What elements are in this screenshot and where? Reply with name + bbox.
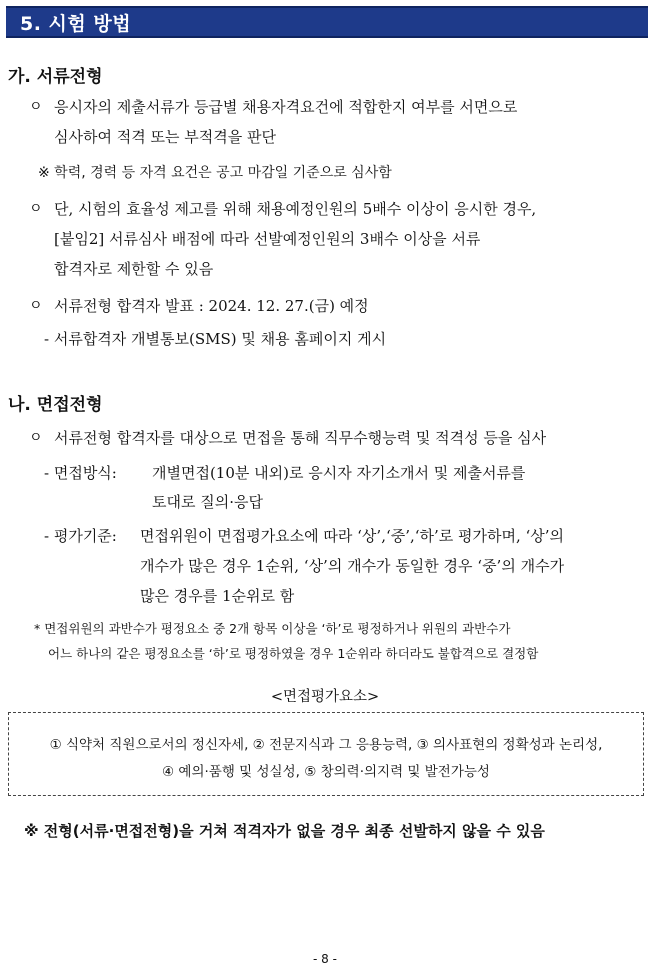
- text-line: 합격자로 제한할 수 있음: [54, 260, 214, 278]
- page-number: - 8 -: [313, 952, 337, 966]
- text-line: 면접위원이 면접평가요소에 따라 ‘상’,‘중’,‘하’로 평가하며, ‘상’의: [140, 527, 565, 545]
- method-label: - 면접방식:: [44, 464, 117, 482]
- text-line: 서류전형 합격자 발표 : 2024. 12. 27.(금) 예정: [54, 297, 369, 315]
- sub-item-line: - 서류합격자 개별통보(SMS) 및 채용 홈페이지 게시: [44, 330, 387, 348]
- text-line: 단, 시험의 효율성 제고를 위해 채용예정인원의 5배수 이상이 응시한 경우,: [54, 200, 537, 218]
- heading-document-screening: 가. 서류전형: [8, 67, 103, 87]
- note-line: ※ 학력, 경력 등 자격 요건은 공고 마감일 기준으로 심사함: [38, 165, 392, 181]
- section-title-bar: [6, 6, 648, 38]
- footnote-line: * 면접위원의 과반수가 평정요소 중 2개 항목 이상을 ‘하’로 평정하거나 위원의 과반수가: [34, 621, 511, 636]
- text-line: 심사하여 적격 또는 부적격을 판단: [54, 128, 276, 146]
- section-title: 5. 시험 방법: [20, 12, 132, 35]
- eval-elements-box: [8, 712, 644, 796]
- criteria-label: - 평가기준:: [44, 527, 117, 545]
- final-note: ※ 전형(서류·면접전형)을 거쳐 적격자가 없을 경우 최종 선발하지 않을 수 있음: [24, 822, 545, 840]
- heading-interview-screening: 나. 면접전형: [8, 395, 103, 415]
- text-line: 토대로 질의·응답: [152, 493, 263, 511]
- text-line: 많은 경우를 1순위로 함: [140, 587, 295, 605]
- text-line: [붙임2] 서류심사 배점에 따라 선발예정인원의 3배수 이상을 서류: [54, 230, 481, 248]
- bullet-circle: ㅇ: [29, 201, 43, 217]
- text-line: 개별면접(10분 내외)로 응시자 자기소개서 및 제출서류를: [152, 464, 526, 482]
- bullet-circle: ㅇ: [29, 99, 43, 115]
- text-line: 서류전형 합격자를 대상으로 면접을 통해 직무수행능력 및 적격성 등을 심사: [54, 429, 547, 447]
- eval-elements-line: ① 식약처 직원으로서의 정신자세, ② 전문지식과 그 응용능력, ③ 의사표현의 정확성과 논리성,: [49, 737, 603, 753]
- text-line: 응시자의 제출서류가 등급별 채용자격요건에 적합한지 여부를 서면으로: [54, 98, 518, 116]
- bullet-circle: ㅇ: [29, 298, 43, 314]
- eval-elements-line: ④ 예의·품행 및 성실성, ⑤ 창의력·의지력 및 발전가능성: [162, 764, 490, 780]
- text-line: 개수가 많은 경우 1순위, ‘상’의 개수가 동일한 경우 ‘중’의 개수가: [140, 557, 565, 575]
- footnote-line: 어느 하나의 같은 평정요소를 ‘하’로 평정하였을 경우 1순위라 하더라도 불합격으로 결정함: [48, 646, 539, 661]
- eval-elements-title: <면접평가요소>: [270, 689, 380, 705]
- bullet-circle: ㅇ: [29, 430, 43, 446]
